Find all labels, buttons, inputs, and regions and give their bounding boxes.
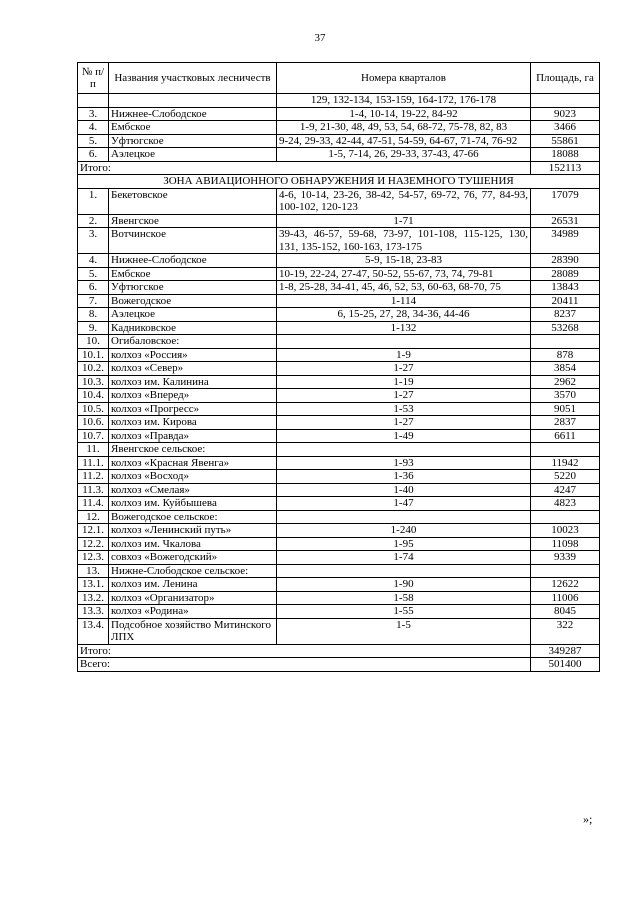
quarter-numbers: 1-55 [277,605,531,619]
quarter-numbers: 1-49 [277,429,531,443]
header-number: № п/п [78,63,109,94]
table-row [78,483,600,497]
table-row [78,564,600,578]
table-row [78,402,600,416]
total-label: Итого: [78,644,531,658]
row-number [78,94,109,108]
district-name: Подсобное хозяйство Митинского ЛПХ [109,618,277,644]
quarter-numbers: 1-8, 25-28, 34-41, 45, 46, 52, 53, 60-63, 68-70, 75 [277,281,531,295]
district-name: Уфтюгское [109,281,277,295]
row-number: 4. [78,121,109,135]
table-row [78,94,600,108]
row-number: 11.3. [78,483,109,497]
district-name: Огибаловское: [109,335,277,349]
row-number: 4. [78,254,109,268]
total-area: 349287 [531,644,600,658]
row-number: 12.1. [78,524,109,538]
table-row [78,134,600,148]
row-number: 13. [78,564,109,578]
quarter-numbers: 1-132 [277,321,531,335]
quarter-numbers: 1-27 [277,416,531,430]
table-row [78,389,600,403]
district-name: Кадниковское [109,321,277,335]
quarter-numbers: 129, 132-134, 153-159, 164-172, 176-178 [277,94,531,108]
table-row [78,321,600,335]
row-number: 13.3. [78,605,109,619]
area-ha: 8237 [531,308,600,322]
page-number: 37 [314,32,326,44]
quarter-numbers: 1-93 [277,456,531,470]
area-ha: 28390 [531,254,600,268]
row-number: 12.3. [78,551,109,565]
table-row [78,429,600,443]
quarter-numbers: 1-74 [277,551,531,565]
total-label: Итого: [78,161,531,175]
area-ha: 28089 [531,267,600,281]
district-name: Аэлецкое [109,308,277,322]
quarter-numbers: 1-4, 10-14, 19-22, 84-92 [277,107,531,121]
section-heading: ЗОНА АВИАЦИОННОГО ОБНАРУЖЕНИЯ И НАЗЕМНОГО ТУШЕНИЯ [78,175,600,189]
district-name: Нижнее-Слободское [109,254,277,268]
district-name: Нижнее-Слободское [109,107,277,121]
district-name: колхоз «Ленинский путь» [109,524,277,538]
table-row [78,375,600,389]
quarter-numbers: 1-40 [277,483,531,497]
header-district-name: Названия участковых лесничеств [109,63,277,94]
row-number: 7. [78,294,109,308]
quarter-numbers [277,510,531,524]
area-ha: 9051 [531,402,600,416]
total-row [78,658,600,672]
row-number: 11.1. [78,456,109,470]
row-number: 6. [78,281,109,295]
quarter-numbers: 6, 15-25, 27, 28, 34-36, 44-46 [277,308,531,322]
table-row [78,443,600,457]
table-row [78,308,600,322]
district-name: колхоз «Смелая» [109,483,277,497]
quarter-numbers: 4-6, 10-14, 23-26, 38-42, 54-57, 69-72, 76, 77, 84-93, 100-102, 120-123 [277,188,531,214]
quarter-numbers [277,335,531,349]
row-number: 8. [78,308,109,322]
area-ha: 11942 [531,456,600,470]
district-name: Аэлецкое [109,148,277,162]
quarter-numbers: 1-9, 21-30, 48, 49, 53, 54, 68-72, 75-78, 82, 83 [277,121,531,135]
district-name: колхоз «Родина» [109,605,277,619]
quarter-numbers: 1-27 [277,362,531,376]
district-name: Ембское [109,121,277,135]
row-number: 10.2. [78,362,109,376]
area-ha [531,510,600,524]
district-name: совхоз «Вожегодский» [109,551,277,565]
quarter-numbers: 1-71 [277,214,531,228]
area-ha: 18088 [531,148,600,162]
table-row [78,254,600,268]
row-number: 12.2. [78,537,109,551]
table-row [78,188,600,214]
area-ha: 9339 [531,551,600,565]
district-name: Явенгское сельское: [109,443,277,457]
row-number: 2. [78,214,109,228]
area-ha: 26531 [531,214,600,228]
district-name: Вожегодское сельское: [109,510,277,524]
table-row [78,578,600,592]
table-row [78,362,600,376]
quarter-numbers: 1-27 [277,389,531,403]
row-number: 6. [78,148,109,162]
district-name: колхоз «Север» [109,362,277,376]
quarter-numbers: 1-36 [277,470,531,484]
quarter-numbers: 1-114 [277,294,531,308]
area-ha [531,564,600,578]
table-header-row [78,63,600,94]
quarter-numbers [277,564,531,578]
total-row [78,161,600,175]
area-ha: 4823 [531,497,600,511]
table-row [78,537,600,551]
quarter-numbers [277,443,531,457]
area-ha: 8045 [531,605,600,619]
quarter-numbers: 1-90 [277,578,531,592]
row-number: 5. [78,267,109,281]
quarter-numbers: 5-9, 15-18, 23-83 [277,254,531,268]
row-number: 10.4. [78,389,109,403]
area-ha: 322 [531,618,600,644]
area-ha: 10023 [531,524,600,538]
district-name: Вожегодское [109,294,277,308]
area-ha: 6611 [531,429,600,443]
quarter-numbers: 1-240 [277,524,531,538]
quarter-numbers: 1-47 [277,497,531,511]
quarter-numbers: 1-5 [277,618,531,644]
area-ha: 12622 [531,578,600,592]
quarter-numbers: 1-53 [277,402,531,416]
header-quarters: Номера кварталов [277,63,531,94]
row-number: 10.1. [78,348,109,362]
area-ha: 5220 [531,470,600,484]
section-heading-row [78,175,600,189]
area-ha: 3570 [531,389,600,403]
table-row [78,416,600,430]
table-row [78,497,600,511]
table-row [78,281,600,295]
table-row [78,524,600,538]
district-name: Нижне-Слободское сельское: [109,564,277,578]
district-name: колхоз им. Калинина [109,375,277,389]
row-number: 11. [78,443,109,457]
table-row [78,121,600,135]
area-ha: 4247 [531,483,600,497]
district-name: колхоз «Восход» [109,470,277,484]
district-name: колхоз «Вперед» [109,389,277,403]
quarter-numbers: 9-24, 29-33, 42-44, 47-51, 54-59, 64-67, 71-74, 76-92 [277,134,531,148]
table-row [78,605,600,619]
table-row [78,335,600,349]
table-row [78,510,600,524]
district-name: колхоз «Красная Явенга» [109,456,277,470]
table-body [78,94,600,672]
area-ha: 3854 [531,362,600,376]
table-row [78,214,600,228]
quarter-numbers: 39-43, 46-57, 59-68, 73-97, 101-108, 115-125, 130, 131, 135-152, 160-163, 173-175 [277,228,531,254]
quarter-numbers: 1-95 [277,537,531,551]
area-ha: 9023 [531,107,600,121]
area-ha [531,443,600,457]
quarter-numbers: 1-19 [277,375,531,389]
area-ha: 13843 [531,281,600,295]
table-row [78,456,600,470]
total-row [78,644,600,658]
row-number: 11.2. [78,470,109,484]
row-number: 10.3. [78,375,109,389]
table-row [78,267,600,281]
row-number: 11.4. [78,497,109,511]
row-number: 5. [78,134,109,148]
district-name: колхоз «Правда» [109,429,277,443]
area-ha: 17079 [531,188,600,214]
table-row [78,618,600,644]
table-row [78,591,600,605]
table-row [78,294,600,308]
district-name: колхоз им. Кирова [109,416,277,430]
area-ha: 55861 [531,134,600,148]
row-number: 9. [78,321,109,335]
table-row [78,470,600,484]
area-ha: 878 [531,348,600,362]
area-ha: 2837 [531,416,600,430]
table-row [78,107,600,121]
area-ha: 34989 [531,228,600,254]
area-ha: 20411 [531,294,600,308]
area-ha: 2962 [531,375,600,389]
header-area: Площадь, га [531,63,600,94]
forest-districts-table [77,62,600,672]
quarter-numbers: 1-5, 7-14, 26, 29-33, 37-43, 47-66 [277,148,531,162]
row-number: 10. [78,335,109,349]
district-name: колхоз им. Ленина [109,578,277,592]
closing-quote-mark: »; [583,812,593,826]
row-number: 3. [78,228,109,254]
district-name: Явенгское [109,214,277,228]
table-row [78,551,600,565]
table-row [78,228,600,254]
quarter-numbers: 1-9 [277,348,531,362]
row-number: 13.1. [78,578,109,592]
row-number: 13.2. [78,591,109,605]
area-ha [531,335,600,349]
area-ha: 11006 [531,591,600,605]
row-number: 10.6. [78,416,109,430]
district-name: Ембское [109,267,277,281]
area-ha: 3466 [531,121,600,135]
row-number: 10.5. [78,402,109,416]
row-number: 12. [78,510,109,524]
area-ha: 11098 [531,537,600,551]
row-number: 13.4. [78,618,109,644]
row-number: 3. [78,107,109,121]
district-name: колхоз «Прогресс» [109,402,277,416]
district-name [109,94,277,108]
district-name: Бекетовское [109,188,277,214]
district-name: колхоз им. Куйбышева [109,497,277,511]
table-row [78,148,600,162]
district-name: Вотчинское [109,228,277,254]
total-label: Всего: [78,658,531,672]
table-row [78,348,600,362]
area-ha: 53268 [531,321,600,335]
district-name: колхоз им. Чкалова [109,537,277,551]
district-name: Уфтюгское [109,134,277,148]
total-area: 501400 [531,658,600,672]
quarter-numbers: 1-58 [277,591,531,605]
row-number: 1. [78,188,109,214]
row-number: 10.7. [78,429,109,443]
district-name: колхоз «Организатор» [109,591,277,605]
district-name: колхоз «Россия» [109,348,277,362]
total-area: 152113 [531,161,600,175]
area-ha [531,94,600,108]
quarter-numbers: 10-19, 22-24, 27-47, 50-52, 55-67, 73, 74, 79-81 [277,267,531,281]
